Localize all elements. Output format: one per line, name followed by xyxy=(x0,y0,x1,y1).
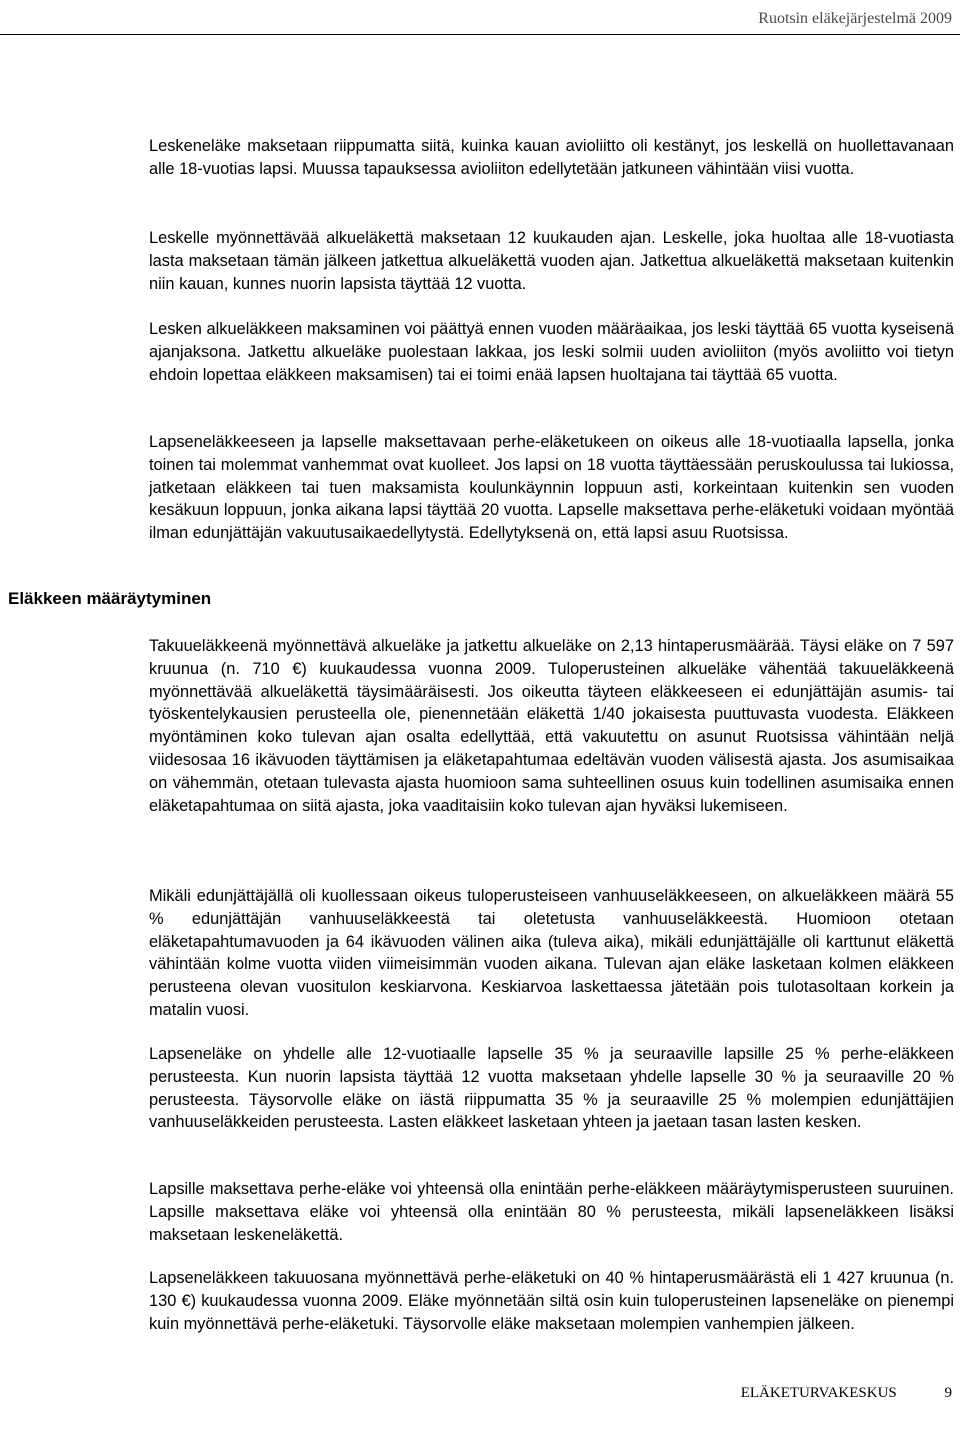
page-footer xyxy=(741,1385,952,1402)
paragraph-income-based-pension: Mikäli edunjättäjällä oli kuollessaan oikeus tuloperusteiseen vanhuuseläkkeeseen, on alkueläkkeen määrä 55 % edunjättäjän vanhuuseläkkeestä tai oletetusta vanhuuseläkkeestä. Huomioon otetaan eläketapahtumavuoden ja 64 ikävuoden välinen aika (tuleva aika), mikäli edunjättäjälle oli karttunut eläkettä vähintään kolme vuotta viiden viimeisimmän vuoden aikana. Tulevan ajan eläke lasketaan kolmen eläkkeen perusteena olevan vuositulon keskiarvona. Keskiarvoa laskettaessa jätetään pois tulotasoltaan korkein ja matalin vuosi. xyxy=(149,887,954,1019)
running-header: Ruotsin eläkejärjestelmä 2009 xyxy=(758,10,952,27)
paragraph-child-pension-eligibility: Lapseneläkkeeseen ja lapselle maksettavaan perhe-eläketukeen on oikeus alle 18-vuotiaalla lapsella, jonka toinen tai molemmat vanhemmat ovat kuolleet. Jos lapsi on 18 vuotta täyttäessään peruskoulussa tai lukiossa, jatketaan eläkkeen tai tuen maksamista koulunkäynnin loppuun asti, korkeintaan kuitenkin sen vuoden kesäkuun loppuun, jonka aikana lapsi täyttää 20 vuotta. Lapselle maksettava perhe-eläketuki voidaan myöntää ilman edunjättäjän vakuutusaikaedellytystä. Edellytyksenä on, että lapsi asuu Ruotsissa. xyxy=(149,433,954,543)
paragraph-initial-pension: Leskelle myönnettävää alkueläkettä maksetaan 12 kuukauden ajan. Leskelle, joka huoltaa alle 18-vuotiasta lasta maksetaan tämän jälkeen jatkettua alkueläkettä vuoden ajan. Jatkettua alkueläkettä maksetaan kuitenkin niin kauan, kunnes nuorin lapsista täyttää 12 vuotta. xyxy=(149,229,954,293)
paragraph-pension-termination: Lesken alkueläkkeen maksaminen voi päättyä ennen vuoden määräaikaa, jos leski täyttää 65 vuotta kyseisenä ajanjaksona. Jatkettu alkueläke puolestaan lakkaa, jos leski solmii uuden avioliiton (myös avoliitto voi tietyn ehdoin lopettaa eläkkeen maksamisen) tai ei toimi enää lapsen huoltajana tai täyttää 65 vuotta. xyxy=(149,320,954,384)
footer-organization: ELÄKETURVAKESKUS xyxy=(740,1385,897,1401)
paragraph-guarantee-pension: Takuueläkkeenä myönnettävä alkueläke ja jatkettu alkueläke on 2,13 hintaperusmäärää. Täysi eläke on 7 597 kruunua (n. 710 €) kuukaudessa vuonna 2009. Tuloperusteinen alkueläke vähentää takuueläkkeenä myönnettävää alkueläkettä täysimääräisesti. Jos oikeutta täyteen eläkkeeseen ei edunjättäjän asumis- tai työskentelykausien perusteella ole, pienennetään eläkettä 1/40 jokaisesta puuttuvasta vuodesta. Eläkkeen myöntäminen koko tulevan ajan osalta edellyttää, että vakuutettu on asunut Ruotsissa vähintään neljä viidesosaa 16 ikävuoden täyttämisen ja eläketapahtumaa edeltävän vuoden välisestä ajasta. Jos asumisaikaa on vähemmän, otetaan tulevasta ajasta huomioon sama suhteellinen osuus kuin todellinen asumisaika ennen eläketapahtumaa on siitä ajasta, joka vaaditaisiin koko tulevan ajan hyväksi lukemiseen. xyxy=(149,637,954,815)
header-rule xyxy=(0,34,960,35)
page-number: 9 xyxy=(944,1385,952,1401)
paragraph-survivor-support: Lapseneläkkeen takuuosana myönnettävä perhe-eläketuki on 40 % hintaperusmäärästä eli 1 427 kruunua (n. 130 €) kuukaudessa vuonna 2009. Eläke myönnetään siltä osin kuin tuloperusteinen lapseneläke on pienempi kuin myönnettävä perhe-eläketuki. Täysorvolle eläke maksetaan molempien vanhempien jälkeen. xyxy=(149,1269,954,1333)
paragraph-child-pension-amount: Lapseneläke on yhdelle alle 12-vuotiaalle lapselle 35 % ja seuraaville lapsille 25 % perhe-eläkkeen perusteesta. Kun nuorin lapsista täyttää 12 vuotta maksetaan yhdelle lapselle 30 % ja seuraaville 20 % perusteesta. Täysorvolle eläke on iästä riippumatta 35 % ja seuraaville 25 % molempien edunjättäjien vanhuuseläkkeiden perusteesta. Lasten eläkkeet lasketaan yhteen ja jaetaan tasan lasten kesken. xyxy=(149,1045,954,1132)
paragraph-widow-pension-duration: Leskeneläke maksetaan riippumatta siitä, kuinka kauan avioliitto oli kestänyt, jos leskellä on huollettavanaan alle 18-vuotias lapsi. Muussa tapauksessa avioliiton edellytetään jatkuneen vähintään viisi vuotta. xyxy=(149,137,954,178)
section-heading: Eläkkeen määräytyminen xyxy=(8,589,212,608)
paragraph-child-pension-cap: Lapsille maksettava perhe-eläke voi yhteensä olla enintään perhe-eläkkeen määräytymisperusteen suuruinen. Lapsille maksettava eläke voi yhteensä olla enintään 80 % perusteesta, mikäli lapseneläkkeen lisäksi maksetaan leskeneläkettä. xyxy=(149,1180,954,1244)
